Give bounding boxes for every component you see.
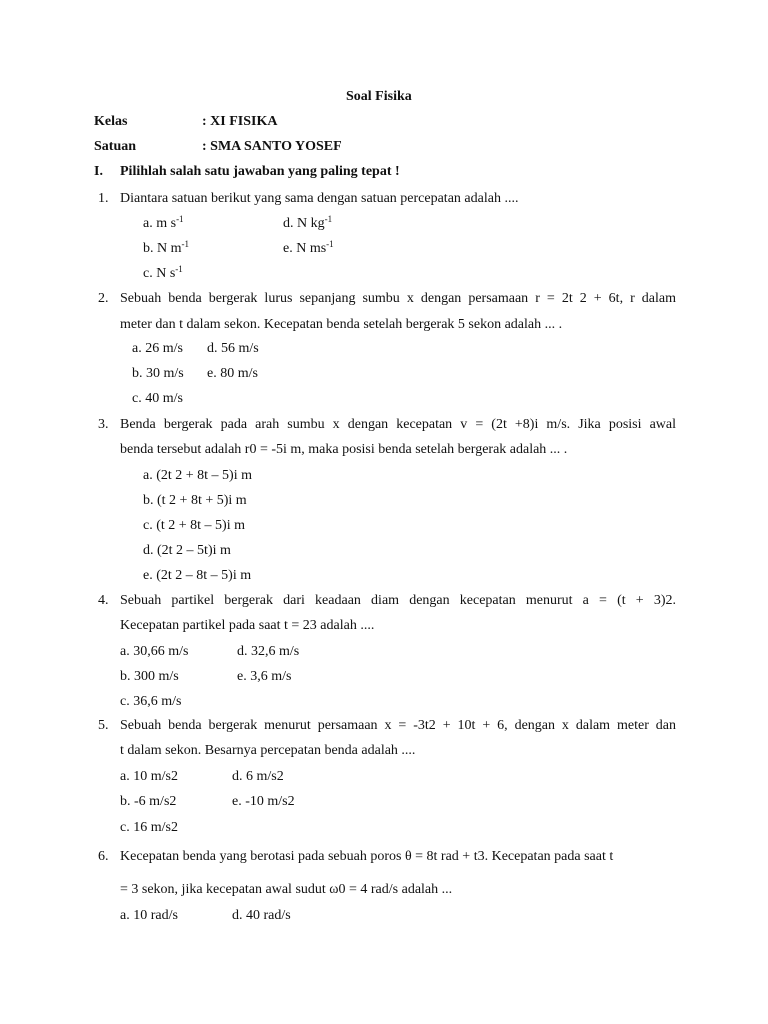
question-6-option-a: a. 10 rad/s [120,908,178,923]
question-6-line-1: Kecepatan benda yang berotasi pada sebuah poros θ = 8t rad + t3. Kecepatan pada saat t [120,849,614,864]
question-2-line-1: Sebuah benda bergerak lurus sepanjang sumbu x dengan persamaan r = 2t 2 + 6t, r dalam [120,291,676,306]
question-3-line-1: Benda bergerak pada arah sumbu x dengan kecepatan v = (2t +8)i m/s. Jika posisi awal [120,417,676,432]
question-4-option-b: b. 300 m/s [120,669,179,684]
question-1-text: Diantara satuan berikut yang sama dengan satuan percepatan adalah .... [120,191,519,206]
satuan-label: Satuan [94,139,137,154]
question-2-option-b: b. 30 m/s [132,366,184,381]
question-5-number: 5. [98,718,109,733]
question-1-number: 1. [98,191,109,206]
section-number: I. [94,164,103,179]
question-5-line-2: t dalam sekon. Besarnya percepatan benda adalah .... [120,743,416,758]
question-4-option-d: d. 32,6 m/s [237,644,300,659]
page-title: Soal Fisika [346,89,412,104]
question-6-option-d: d. 40 rad/s [232,908,291,923]
question-2-option-e: e. 80 m/s [207,366,258,381]
question-2-number: 2. [98,291,109,306]
question-4-line-2: Kecepatan partikel pada saat t = 23 adalah .... [120,618,375,633]
question-5-option-a: a. 10 m/s2 [120,769,178,784]
question-1-option-c: c. N $s^{-1}$ [143,264,183,281]
question-4-option-c: c. 36,6 m/s [120,694,182,709]
question-3-option-b: b. (t 2 + 8t + 5)i m [143,493,247,508]
question-3-option-d: d. (2t 2 – 5t)i m [143,543,231,558]
question-5-option-b: b. -6 m/s2 [120,794,177,809]
question-4-line-1: Sebuah partikel bergerak dari keadaan diam dengan kecepatan menurut a = (t + 3)2. [120,593,676,608]
question-2-line-2: meter dan t dalam sekon. Kecepatan benda setelah bergerak 5 sekon adalah ... . [120,317,563,332]
question-5-line-1: Sebuah benda bergerak menurut persamaan x = -3t2 + 10t + 6, dengan x dalam meter dan [120,718,676,733]
question-1-option-e: e. N $ms^{-1}$ [283,239,334,256]
question-3-option-a: a. (2t 2 + 8t – 5)i m [143,468,252,483]
question-5-option-d: d. 6 m/s2 [232,769,284,784]
satuan-value: : SMA SANTO YOSEF [202,139,342,154]
question-4-option-e: e. 3,6 m/s [237,669,292,684]
question-2-option-c: c. 40 m/s [132,391,183,406]
question-3-option-e: e. (2t 2 – 8t – 5)i m [143,568,252,583]
section-instruction: Pilihlah salah satu jawaban yang paling tepat ! [120,164,400,179]
question-3-option-c: c. (t 2 + 8t – 5)i m [143,518,245,533]
question-3-line-2: benda tersebut adalah r0 = -5i m, maka posisi benda setelah bergerak adalah ... . [120,442,568,457]
question-4-option-a: a. 30,66 m/s [120,644,189,659]
question-4-number: 4. [98,593,109,608]
question-2-option-a: a. 26 m/s [132,341,183,356]
question-5-option-c: c. 16 m/s2 [120,820,178,835]
kelas-label: Kelas [94,114,128,129]
question-1-option-d: d. N $kg^{-1}$ [283,214,333,231]
question-3-number: 3. [98,417,109,432]
question-5-option-e: e. -10 m/s2 [232,794,295,809]
question-1-option-a: a. m $s^{-1}$ [143,214,184,231]
question-6-line-2: = 3 sekon, jika kecepatan awal sudut ω0 = 4 rad/s adalah ... [120,882,453,897]
question-2-option-d: d. 56 m/s [207,341,259,356]
kelas-value: : XI FISIKA [202,114,278,129]
question-1-option-b: b. N $m^{-1}$ [143,239,189,256]
question-6-number: 6. [98,849,109,864]
